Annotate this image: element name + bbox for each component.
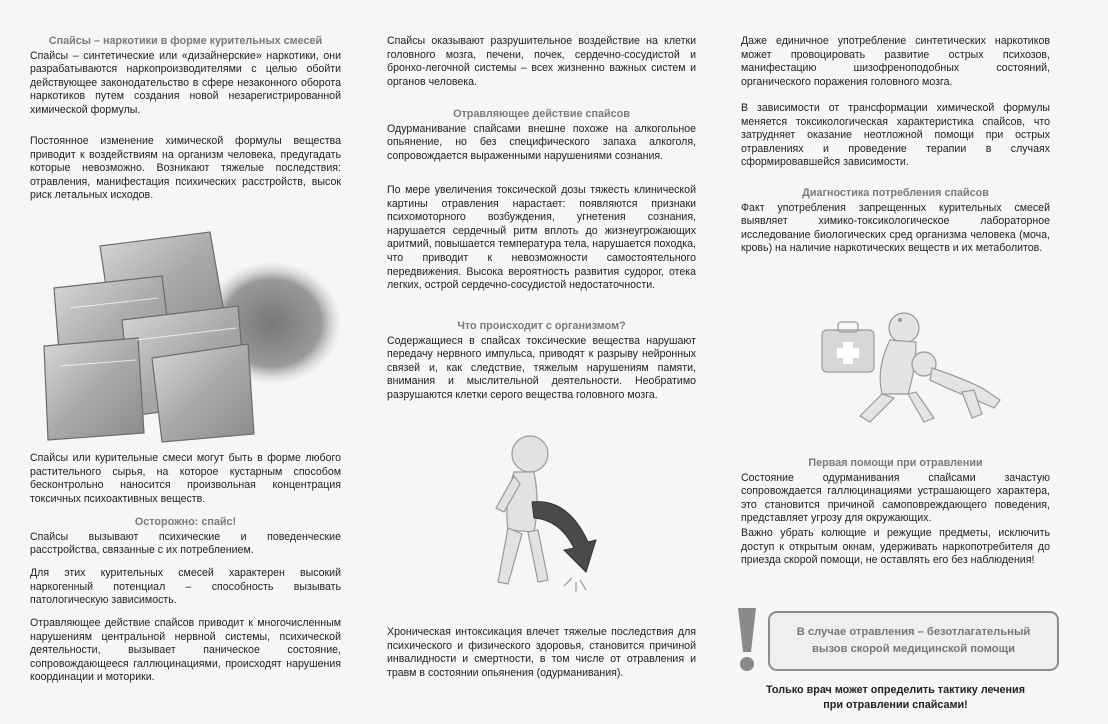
paragraph: Факт употребления запрещенных курительных смесей выявляет химико-токсикологическое лабораторное исследование биологических сред организма человека (моча, кровь) на наличие наркотических веществ и их метаболитов. xyxy=(741,201,1050,255)
paragraph: Спайсы – синтетические или «дизайнерские» наркотики, они разрабатываются наркопроизводителями с целью обойти действующее законодательство в сфере незаконного оборота наркотиков путем создания новой незарегистрированной химической формулы. xyxy=(30,49,341,116)
heading-first-aid: Первая помощи при отравлении xyxy=(808,457,983,469)
heading-spice-drugs: Спайсы – наркотики в форме курительных смесей xyxy=(48,35,323,47)
paragraph: Содержащиеся в спайсах токсические вещества нарушают передачу нервного импульса, приводят к разрыву нейронных связей и, как следствие, тяжелым нарушениям памяти, внимания и мыслительной деятельности. Необратимо разрушаются клетки серого вещества головного мозга. xyxy=(387,334,696,401)
paragraph: Важно убрать колющие и режущие предметы, исключить доступ к открытым окнам, удерживать наркопотребителя до приезда скорой помощи, не оставлять его без наблюдения! xyxy=(741,526,1050,567)
doctor-notice-line: при отравлении спайсами! xyxy=(823,699,968,711)
first-aid-illustration xyxy=(812,298,1012,448)
paragraph: По мере увеличения токсической дозы тяжесть клинической картины отравления нарастает: появляются признаки психомоторного возбуждения, угнетения сознания, нарушается сердечный ритм вплоть до жизнеугрожающих аритмий, повышается температура тела, нарушается походка, что приводит к невозможности самостоятельного передвижения. Высока вероятность развития судорог, отека легких, острой сердечно-сосудистой недостаточности. xyxy=(387,184,696,292)
paragraph: Даже единичное употребление синтетических наркотиков может провоцировать развитие острых психозов, манифестацию шизофреноподобных состояний, органического поражения головного мозга. xyxy=(741,35,1050,88)
heading-toxic-action: Отравляющее действие спайсов xyxy=(453,108,630,120)
paragraph: Хроническая интоксикация влечет тяжелые последствия для психического и физического здоровья, становится причиной инвалидности и смертности, в том числе от отравления и травм в состоянии опьянения (одурманивания). xyxy=(387,626,696,679)
collapsing-figure-illustration xyxy=(468,432,616,612)
paragraph: Спайсы вызывают психические и поведенческие расстройства, связанные с их потреблением. xyxy=(30,530,341,557)
heading-diagnostics: Диагностика потребления спайсов xyxy=(802,187,989,199)
paragraph: Спайсы оказывают разрушительное воздействие на клетки головного мозга, печени, почек, сердечно-сосудистой и бронхо-легочной системы – всех жизненно важных систем и органов человека. xyxy=(387,35,696,88)
paragraph: Постоянное изменение химической формулы вещества приводит к воздействиям на организм человека, предугадать которые невозможно. Возникают тяжелые последствия: отравления, манифестация психических расстройств, высок риск летальных исходов. xyxy=(30,135,341,202)
spice-packets-illustration xyxy=(40,228,350,443)
doctor-notice xyxy=(741,683,1050,713)
warning-line: В случае отравления – безотлагательный xyxy=(796,626,1031,638)
emergency-call-box xyxy=(768,611,1059,671)
paragraph: Спайсы или курительные смеси могут быть в форме любого растительного сырья, на которое кустарным способом бесконтрольно наносится произвольная концентрация токсичных психоактивных веществ. xyxy=(30,452,341,505)
doctor-notice-line: Только врач может определить тактику лечения xyxy=(766,684,1025,696)
paragraph: В зависимости от трансформации химической формулы меняется токсикологическая характеристика спайсов, что затрудняет оказание неотложной помощи при острых отравлениях и проведение терапии в случаях сформировавшейся зависимости. xyxy=(741,102,1050,169)
heading-what-happens: Что происходит с организмом? xyxy=(457,320,626,332)
exclamation-icon xyxy=(734,606,760,674)
warning-line: вызов скорой медицинской помощи xyxy=(812,643,1015,655)
paragraph: Для этих курительных смесей характерен высокий наркогенный потенциал – способность вызывать патологическую зависимость. xyxy=(30,567,341,607)
paragraph: Состояние одурманивания спайсами зачастую сопровождается галлюцинациями устрашающего характера, это становится причиной самоповреждающего поведения, представляет угрозу для окружающих. xyxy=(741,471,1050,525)
paragraph: Отравляющее действие спайсов приводит к многочисленным нарушениям центральной нервной системы, психической деятельности, вызывает паническое состояние, сопровождающееся галлюцинациями, происходят нарушения координации и моторики. xyxy=(30,617,341,684)
paragraph: Одурманивание спайсами внешне похоже на алкогольное опьянение, но без специфического запаха алкоголя, сопровождается выраженными нарушениями сознания. xyxy=(387,122,696,162)
heading-caution: Осторожно: спайс! xyxy=(134,516,237,528)
